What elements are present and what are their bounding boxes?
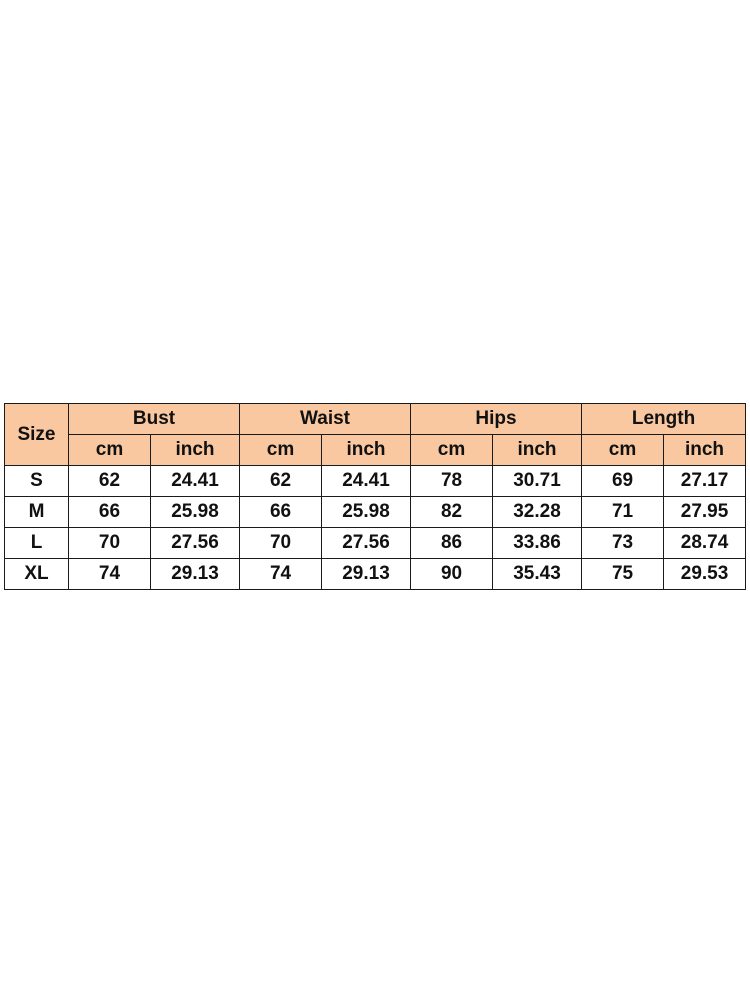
value-cell: 70	[69, 528, 151, 559]
value-cell: 29.13	[151, 559, 240, 590]
value-cell: 78	[411, 466, 493, 497]
size-chart-table	[4, 403, 746, 590]
hips-header: Hips	[411, 404, 582, 435]
value-cell: 27.56	[322, 528, 411, 559]
table-row	[5, 559, 746, 590]
table-row	[5, 466, 746, 497]
unit-header: inch	[493, 435, 582, 466]
value-cell: 24.41	[151, 466, 240, 497]
value-cell: 90	[411, 559, 493, 590]
value-cell: 28.74	[664, 528, 746, 559]
value-cell: 66	[69, 497, 151, 528]
value-cell: 35.43	[493, 559, 582, 590]
value-cell: 73	[582, 528, 664, 559]
value-cell: 86	[411, 528, 493, 559]
waist-header: Waist	[240, 404, 411, 435]
unit-header: inch	[151, 435, 240, 466]
bust-header: Bust	[69, 404, 240, 435]
value-cell: 24.41	[322, 466, 411, 497]
value-cell: 74	[240, 559, 322, 590]
value-cell: 25.98	[151, 497, 240, 528]
value-cell: 82	[411, 497, 493, 528]
value-cell: 69	[582, 466, 664, 497]
value-cell: 75	[582, 559, 664, 590]
unit-header: cm	[411, 435, 493, 466]
size-cell: L	[5, 528, 69, 559]
unit-header-row	[5, 435, 746, 466]
value-cell: 62	[240, 466, 322, 497]
size-cell: S	[5, 466, 69, 497]
length-header: Length	[582, 404, 746, 435]
value-cell: 27.95	[664, 497, 746, 528]
size-cell: XL	[5, 559, 69, 590]
unit-header: inch	[322, 435, 411, 466]
value-cell: 70	[240, 528, 322, 559]
value-cell: 66	[240, 497, 322, 528]
value-cell: 32.28	[493, 497, 582, 528]
unit-header: inch	[664, 435, 746, 466]
unit-header: cm	[582, 435, 664, 466]
value-cell: 25.98	[322, 497, 411, 528]
value-cell: 29.53	[664, 559, 746, 590]
table-row	[5, 528, 746, 559]
unit-header: cm	[69, 435, 151, 466]
value-cell: 27.17	[664, 466, 746, 497]
group-header-row	[5, 404, 746, 435]
value-cell: 62	[69, 466, 151, 497]
table-row	[5, 497, 746, 528]
value-cell: 33.86	[493, 528, 582, 559]
unit-header: cm	[240, 435, 322, 466]
value-cell: 74	[69, 559, 151, 590]
value-cell: 71	[582, 497, 664, 528]
size-header: Size	[5, 404, 69, 466]
value-cell: 27.56	[151, 528, 240, 559]
value-cell: 30.71	[493, 466, 582, 497]
size-cell: M	[5, 497, 69, 528]
value-cell: 29.13	[322, 559, 411, 590]
